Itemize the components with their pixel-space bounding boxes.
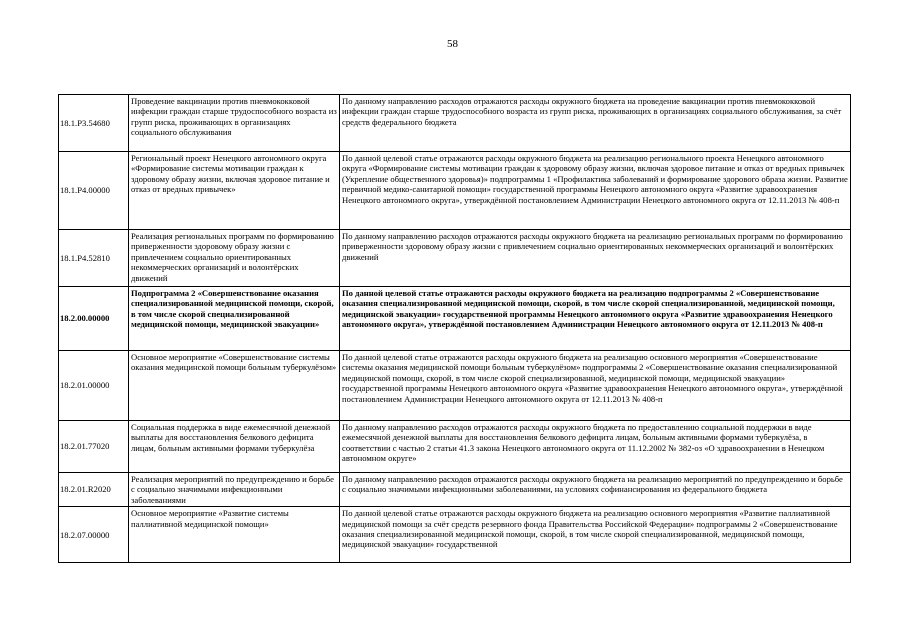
row-code-cell: 18.2.01.00000 — [59, 351, 129, 421]
row-description-cell: По данной целевой статье отражаются расходы окружного бюджета на реализацию подпрограммы 2 «Совершенствование оказания специализированной медицинской помощи, скорой, в том числе скорой специализированной, медицинской помощи, медицинской эвакуации» государственной программы Ненецкого автономного округа «Развитие здравоохранения Ненецкого автономного округа», утверждённой постановлением Администрации Ненецкого автономного округа от 12.11.2013 № 408-п — [340, 287, 851, 351]
row-description-cell: По данной целевой статье отражаются расходы окружного бюджета на реализацию регионального проекта Ненецкого автономного округа «Формирование системы мотивации граждан к здоровому образу жизни, включая здоровое питание и отказ от вредных привычек (Укрепление общественного здоровья)» подпрограммы 1 «Профилактика заболеваний и формирование здорового образа жизни. Развитие первичной медико-санитарной помощи» государственной программы Ненецкого автономного округа «Развитие здравоохранения Ненецкого автономного округа», утверждённой постановлением Администрации Ненецкого автономного округа от 12.11.2013 № 408-п — [340, 152, 851, 230]
table-row — [59, 152, 851, 230]
row-code-cell: 18.1.P4.00000 — [59, 152, 129, 230]
table-row — [59, 421, 851, 473]
table-row — [59, 230, 851, 287]
row-code-cell: 18.2.01.77020 — [59, 421, 129, 473]
table-row — [59, 351, 851, 421]
row-code-cell: 18.2.01.R2020 — [59, 473, 129, 507]
row-code-cell: 18.2.00.00000 — [59, 287, 129, 351]
row-name-cell: Реализация региональных программ по формированию приверженности здоровому образу жизни с привлечением социально ориентированных некоммерческих организаций и волонтёрских движений — [129, 230, 340, 287]
row-name-cell: Региональный проект Ненецкого автономного округа «Формирование системы мотивации граждан к здоровому образу жизни, включая здоровое питание и отказ от вредных привычек» — [129, 152, 340, 230]
table-row — [59, 473, 851, 507]
table-row — [59, 95, 851, 152]
row-name-cell: Основное мероприятие «Развитие системы паллиативной медицинской помощи» — [129, 507, 340, 563]
row-name-cell: Основное мероприятие «Совершенствование системы оказания медицинской помощи больным туберкулёзом» — [129, 351, 340, 421]
table-body — [59, 95, 851, 563]
table-row — [59, 507, 851, 563]
row-description-cell: По данному направлению расходов отражаются расходы окружного бюджета на проведение вакцинации против пневмококковой инфекции граждан старше трудоспособного возраста из групп риска, проживающих в организациях социального обслуживания, за счёт средств федерального бюджета — [340, 95, 851, 152]
row-code-cell: 18.1.P3.54680 — [59, 95, 129, 152]
page-number: 58 — [447, 38, 458, 50]
row-name-cell: Проведение вакцинации против пневмококковой инфекции граждан старше трудоспособного возраста из групп риска, проживающих в организациях социального обслуживания — [129, 95, 340, 152]
row-description-cell: По данному направлению расходов отражаются расходы окружного бюджета по предоставлению социальной поддержки в виде ежемесячной денежной выплаты для восстановления белкового дефицита лицам, больным активными формами туберкулёза, в соответствии с частью 2 статьи 41.3 закона Ненецкого автономного округа от 11.12.2002 № 382-оз «О здравоохранении в Ненецком автономном округе» — [340, 421, 851, 473]
row-description-cell: По данному направлению расходов отражаются расходы окружного бюджета на реализацию мероприятий по предупреждению и борьбе с социально значимыми инфекционными заболеваниями, на условиях софинансирования из федерального бюджета — [340, 473, 851, 507]
row-description-cell: По данной целевой статье отражаются расходы окружного бюджета на реализацию основного мероприятия «Развитие паллиативной медицинской помощи за счёт средств резервного фонда Правительства Российской Федерации» подпрограммы 2 «Совершенствование оказания специализированной медицинской помощи, скорой, в том числе скорой специализированной, медицинской помощи, медицинской эвакуации» государственной — [340, 507, 851, 563]
row-name-cell: Социальная поддержка в виде ежемесячной денежной выплаты для восстановления белкового дефицита лицам, больным активными формами туберкулёза — [129, 421, 340, 473]
row-description-cell: По данному направлению расходов отражаются расходы окружного бюджета на реализацию региональных программ по формированию приверженности здоровому образу жизни с привлечением социально ориентированных некоммерческих организаций и волонтёрских движений — [340, 230, 851, 287]
row-code-cell: 18.1.P4.52810 — [59, 230, 129, 287]
row-name-cell: Подпрограмма 2 «Совершенствование оказания специализированной медицинской помощи, скорой, в том числе скорой специализированной медицинской помощи, медицинской эвакуации» — [129, 287, 340, 351]
table-row — [59, 287, 851, 351]
row-name-cell: Реализация мероприятий по предупреждению и борьбе с социально значимыми инфекционными заболеваниями — [129, 473, 340, 507]
row-description-cell: По данной целевой статье отражаются расходы окружного бюджета на реализацию основного мероприятия «Совершенствование системы оказания медицинской помощи больным туберкулёзом» подпрограммы 2 «Совершенствование оказания специализированной медицинской помощи, скорой, в том числе скорой специализированной, медицинской помощи, медицинской эвакуации» государственной программы Ненецкого автономного округа «Развитие здравоохранения Ненецкого автономного округа», утверждённой постановлением Администрации Ненецкого автономного округа от 12.11.2013 № 408-п — [340, 351, 851, 421]
row-code-cell: 18.2.07.00000 — [59, 507, 129, 563]
budget-classification-table — [58, 94, 851, 563]
